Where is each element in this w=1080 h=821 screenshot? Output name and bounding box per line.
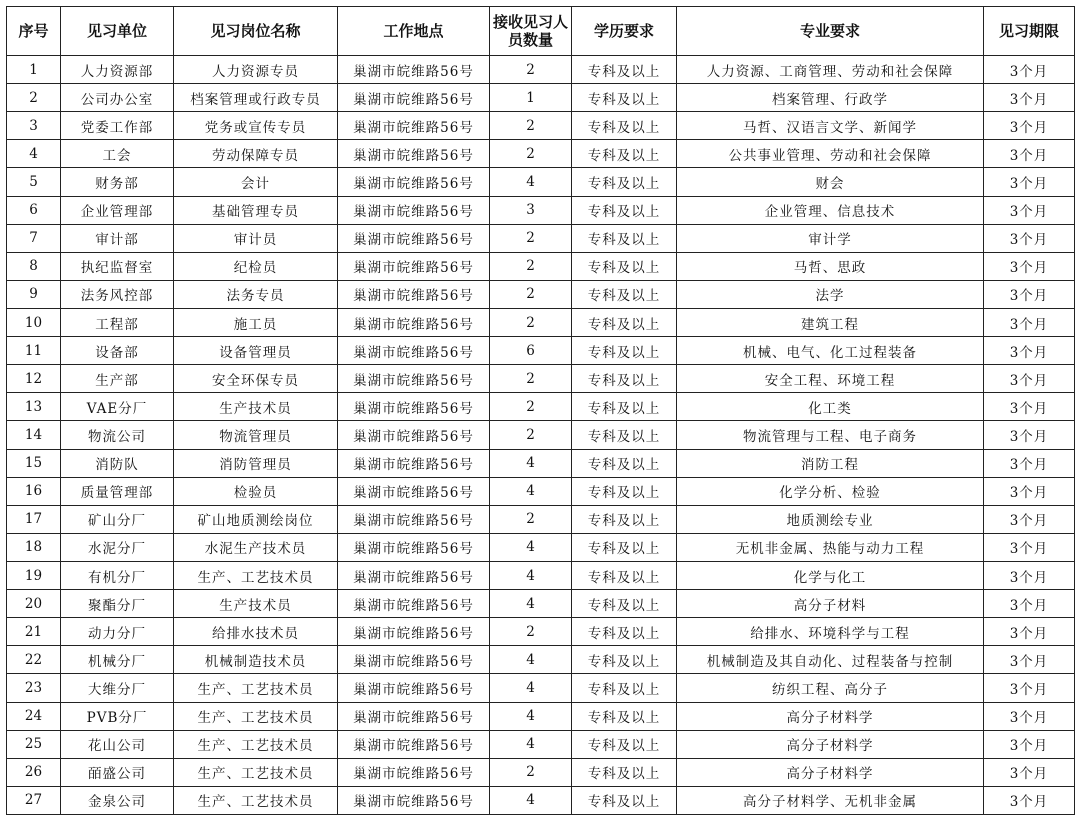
cell-major: 机械、电气、化工过程装备 <box>677 337 984 365</box>
cell-headcount: 2 <box>490 252 572 280</box>
cell-position: 党务或宣传专员 <box>174 112 338 140</box>
cell-headcount: 2 <box>490 758 572 786</box>
cell-duration: 3个月 <box>984 112 1075 140</box>
cell-position: 生产、工艺技术员 <box>174 758 338 786</box>
cell-major: 高分子材料学 <box>677 730 984 758</box>
cell-duration: 3个月 <box>984 590 1075 618</box>
cell-serial: 11 <box>7 337 61 365</box>
cell-unit: 矿山分厂 <box>61 505 174 533</box>
cell-location: 巢湖市皖维路56号 <box>338 56 490 84</box>
cell-location: 巢湖市皖维路56号 <box>338 365 490 393</box>
cell-location: 巢湖市皖维路56号 <box>338 533 490 561</box>
cell-position: 档案管理或行政专员 <box>174 84 338 112</box>
cell-major: 财会 <box>677 168 984 196</box>
cell-serial: 24 <box>7 702 61 730</box>
cell-major: 马哲、思政 <box>677 252 984 280</box>
cell-major: 法学 <box>677 280 984 308</box>
cell-duration: 3个月 <box>984 618 1075 646</box>
cell-education: 专科及以上 <box>572 140 677 168</box>
cell-major: 物流管理与工程、电子商务 <box>677 421 984 449</box>
cell-duration: 3个月 <box>984 505 1075 533</box>
table-row <box>7 618 1075 646</box>
cell-headcount: 4 <box>490 477 572 505</box>
cell-education: 专科及以上 <box>572 730 677 758</box>
header-duration: 见习期限 <box>984 7 1075 56</box>
cell-unit: 设备部 <box>61 337 174 365</box>
cell-major: 给排水、环境科学与工程 <box>677 618 984 646</box>
cell-serial: 15 <box>7 449 61 477</box>
cell-education: 专科及以上 <box>572 337 677 365</box>
cell-duration: 3个月 <box>984 224 1075 252</box>
cell-headcount: 2 <box>490 56 572 84</box>
cell-major: 无机非金属、热能与动力工程 <box>677 533 984 561</box>
table-row <box>7 84 1075 112</box>
cell-serial: 18 <box>7 533 61 561</box>
cell-position: 生产、工艺技术员 <box>174 730 338 758</box>
cell-position: 安全环保专员 <box>174 365 338 393</box>
cell-serial: 8 <box>7 252 61 280</box>
cell-education: 专科及以上 <box>572 477 677 505</box>
table-row <box>7 112 1075 140</box>
cell-serial: 21 <box>7 618 61 646</box>
table-row <box>7 561 1075 589</box>
table-row <box>7 365 1075 393</box>
cell-position: 人力资源专员 <box>174 56 338 84</box>
cell-education: 专科及以上 <box>572 702 677 730</box>
cell-position: 会计 <box>174 168 338 196</box>
header-row <box>7 7 1075 56</box>
table-row <box>7 252 1075 280</box>
cell-serial: 22 <box>7 646 61 674</box>
table-row <box>7 337 1075 365</box>
table-row <box>7 505 1075 533</box>
cell-unit: 审计部 <box>61 224 174 252</box>
cell-location: 巢湖市皖维路56号 <box>338 421 490 449</box>
cell-serial: 2 <box>7 84 61 112</box>
cell-serial: 14 <box>7 421 61 449</box>
cell-serial: 20 <box>7 590 61 618</box>
header-position: 见习岗位名称 <box>174 7 338 56</box>
cell-location: 巢湖市皖维路56号 <box>338 758 490 786</box>
cell-unit: 花山公司 <box>61 730 174 758</box>
header-unit: 见习单位 <box>61 7 174 56</box>
table-row <box>7 590 1075 618</box>
header-location: 工作地点 <box>338 7 490 56</box>
cell-education: 专科及以上 <box>572 786 677 814</box>
cell-headcount: 4 <box>490 646 572 674</box>
cell-education: 专科及以上 <box>572 112 677 140</box>
cell-major: 建筑工程 <box>677 308 984 336</box>
cell-duration: 3个月 <box>984 280 1075 308</box>
cell-duration: 3个月 <box>984 674 1075 702</box>
cell-education: 专科及以上 <box>572 224 677 252</box>
table-row <box>7 758 1075 786</box>
cell-location: 巢湖市皖维路56号 <box>338 674 490 702</box>
cell-unit: 聚酯分厂 <box>61 590 174 618</box>
cell-location: 巢湖市皖维路56号 <box>338 112 490 140</box>
cell-education: 专科及以上 <box>572 618 677 646</box>
cell-headcount: 4 <box>490 786 572 814</box>
cell-position: 基础管理专员 <box>174 196 338 224</box>
cell-unit: 党委工作部 <box>61 112 174 140</box>
cell-major: 机械制造及其自动化、过程装备与控制 <box>677 646 984 674</box>
cell-major: 纺织工程、高分子 <box>677 674 984 702</box>
table-row <box>7 477 1075 505</box>
cell-education: 专科及以上 <box>572 758 677 786</box>
cell-major: 高分子材料学 <box>677 702 984 730</box>
cell-location: 巢湖市皖维路56号 <box>338 252 490 280</box>
table-row <box>7 674 1075 702</box>
cell-education: 专科及以上 <box>572 308 677 336</box>
cell-position: 生产、工艺技术员 <box>174 561 338 589</box>
table-row <box>7 449 1075 477</box>
cell-major: 公共事业管理、劳动和社会保障 <box>677 140 984 168</box>
cell-position: 纪检员 <box>174 252 338 280</box>
cell-major: 化学分析、检验 <box>677 477 984 505</box>
cell-education: 专科及以上 <box>572 252 677 280</box>
cell-location: 巢湖市皖维路56号 <box>338 140 490 168</box>
cell-unit: 有机分厂 <box>61 561 174 589</box>
cell-education: 专科及以上 <box>572 393 677 421</box>
cell-duration: 3个月 <box>984 449 1075 477</box>
cell-education: 专科及以上 <box>572 84 677 112</box>
cell-unit: 水泥分厂 <box>61 533 174 561</box>
cell-headcount: 2 <box>490 308 572 336</box>
cell-unit: 机械分厂 <box>61 646 174 674</box>
cell-duration: 3个月 <box>984 308 1075 336</box>
cell-education: 专科及以上 <box>572 449 677 477</box>
cell-major: 消防工程 <box>677 449 984 477</box>
cell-headcount: 6 <box>490 337 572 365</box>
cell-headcount: 2 <box>490 112 572 140</box>
table-row <box>7 224 1075 252</box>
cell-serial: 3 <box>7 112 61 140</box>
table-body <box>7 56 1075 815</box>
cell-position: 设备管理员 <box>174 337 338 365</box>
cell-location: 巢湖市皖维路56号 <box>338 477 490 505</box>
table-row <box>7 702 1075 730</box>
cell-major: 高分子材料学、无机非金属 <box>677 786 984 814</box>
header-serial: 序号 <box>7 7 61 56</box>
table-row <box>7 393 1075 421</box>
cell-duration: 3个月 <box>984 365 1075 393</box>
cell-serial: 27 <box>7 786 61 814</box>
cell-major: 企业管理、信息技术 <box>677 196 984 224</box>
cell-headcount: 2 <box>490 140 572 168</box>
cell-headcount: 4 <box>490 702 572 730</box>
cell-unit: 动力分厂 <box>61 618 174 646</box>
cell-major: 高分子材料 <box>677 590 984 618</box>
cell-duration: 3个月 <box>984 56 1075 84</box>
cell-education: 专科及以上 <box>572 646 677 674</box>
cell-unit: 质量管理部 <box>61 477 174 505</box>
cell-duration: 3个月 <box>984 477 1075 505</box>
cell-serial: 19 <box>7 561 61 589</box>
cell-serial: 4 <box>7 140 61 168</box>
cell-position: 检验员 <box>174 477 338 505</box>
cell-major: 人力资源、工商管理、劳动和社会保障 <box>677 56 984 84</box>
cell-serial: 16 <box>7 477 61 505</box>
cell-education: 专科及以上 <box>572 674 677 702</box>
cell-major: 地质测绘专业 <box>677 505 984 533</box>
cell-headcount: 4 <box>490 449 572 477</box>
table-row <box>7 308 1075 336</box>
cell-position: 消防管理员 <box>174 449 338 477</box>
cell-education: 专科及以上 <box>572 56 677 84</box>
cell-location: 巢湖市皖维路56号 <box>338 646 490 674</box>
cell-unit: 物流公司 <box>61 421 174 449</box>
cell-serial: 12 <box>7 365 61 393</box>
cell-duration: 3个月 <box>984 337 1075 365</box>
cell-serial: 5 <box>7 168 61 196</box>
cell-position: 生产、工艺技术员 <box>174 786 338 814</box>
cell-location: 巢湖市皖维路56号 <box>338 337 490 365</box>
cell-headcount: 4 <box>490 730 572 758</box>
cell-unit: PVB分厂 <box>61 702 174 730</box>
cell-position: 水泥生产技术员 <box>174 533 338 561</box>
cell-headcount: 2 <box>490 393 572 421</box>
cell-location: 巢湖市皖维路56号 <box>338 393 490 421</box>
cell-headcount: 2 <box>490 618 572 646</box>
cell-education: 专科及以上 <box>572 561 677 589</box>
cell-education: 专科及以上 <box>572 280 677 308</box>
cell-serial: 17 <box>7 505 61 533</box>
cell-position: 审计员 <box>174 224 338 252</box>
cell-education: 专科及以上 <box>572 365 677 393</box>
cell-position: 物流管理员 <box>174 421 338 449</box>
table-row <box>7 56 1075 84</box>
cell-serial: 9 <box>7 280 61 308</box>
cell-location: 巢湖市皖维路56号 <box>338 308 490 336</box>
cell-education: 专科及以上 <box>572 590 677 618</box>
cell-duration: 3个月 <box>984 393 1075 421</box>
cell-location: 巢湖市皖维路56号 <box>338 84 490 112</box>
cell-duration: 3个月 <box>984 646 1075 674</box>
table-row <box>7 280 1075 308</box>
cell-serial: 23 <box>7 674 61 702</box>
cell-location: 巢湖市皖维路56号 <box>338 702 490 730</box>
cell-major: 档案管理、行政学 <box>677 84 984 112</box>
cell-duration: 3个月 <box>984 84 1075 112</box>
cell-duration: 3个月 <box>984 758 1075 786</box>
cell-duration: 3个月 <box>984 196 1075 224</box>
cell-serial: 7 <box>7 224 61 252</box>
header-education: 学历要求 <box>572 7 677 56</box>
cell-duration: 3个月 <box>984 730 1075 758</box>
header-headcount: 接收见习人员数量 <box>490 7 572 56</box>
cell-position: 机械制造技术员 <box>174 646 338 674</box>
cell-headcount: 2 <box>490 421 572 449</box>
cell-education: 专科及以上 <box>572 421 677 449</box>
cell-headcount: 2 <box>490 365 572 393</box>
table-row <box>7 786 1075 814</box>
cell-headcount: 4 <box>490 533 572 561</box>
cell-position: 生产技术员 <box>174 393 338 421</box>
cell-position: 生产技术员 <box>174 590 338 618</box>
cell-unit: 金泉公司 <box>61 786 174 814</box>
cell-headcount: 2 <box>490 280 572 308</box>
cell-position: 劳动保障专员 <box>174 140 338 168</box>
cell-duration: 3个月 <box>984 702 1075 730</box>
cell-education: 专科及以上 <box>572 196 677 224</box>
cell-unit: VAE分厂 <box>61 393 174 421</box>
cell-major: 化学与化工 <box>677 561 984 589</box>
internship-table <box>6 6 1075 815</box>
cell-position: 施工员 <box>174 308 338 336</box>
cell-major: 高分子材料学 <box>677 758 984 786</box>
cell-location: 巢湖市皖维路56号 <box>338 561 490 589</box>
table-row <box>7 196 1075 224</box>
cell-location: 巢湖市皖维路56号 <box>338 730 490 758</box>
cell-major: 审计学 <box>677 224 984 252</box>
cell-location: 巢湖市皖维路56号 <box>338 505 490 533</box>
header-major: 专业要求 <box>677 7 984 56</box>
cell-headcount: 2 <box>490 505 572 533</box>
cell-position: 给排水技术员 <box>174 618 338 646</box>
cell-headcount: 2 <box>490 224 572 252</box>
cell-major: 化工类 <box>677 393 984 421</box>
cell-unit: 消防队 <box>61 449 174 477</box>
cell-location: 巢湖市皖维路56号 <box>338 168 490 196</box>
cell-headcount: 4 <box>490 168 572 196</box>
cell-serial: 25 <box>7 730 61 758</box>
cell-serial: 6 <box>7 196 61 224</box>
cell-unit: 法务风控部 <box>61 280 174 308</box>
cell-unit: 财务部 <box>61 168 174 196</box>
cell-duration: 3个月 <box>984 561 1075 589</box>
cell-headcount: 4 <box>490 590 572 618</box>
cell-location: 巢湖市皖维路56号 <box>338 618 490 646</box>
cell-headcount: 4 <box>490 674 572 702</box>
cell-position: 法务专员 <box>174 280 338 308</box>
cell-unit: 执纪监督室 <box>61 252 174 280</box>
cell-location: 巢湖市皖维路56号 <box>338 449 490 477</box>
cell-duration: 3个月 <box>984 252 1075 280</box>
cell-serial: 26 <box>7 758 61 786</box>
cell-location: 巢湖市皖维路56号 <box>338 196 490 224</box>
table-row <box>7 730 1075 758</box>
cell-major: 马哲、汉语言文学、新闻学 <box>677 112 984 140</box>
cell-unit: 大维分厂 <box>61 674 174 702</box>
cell-duration: 3个月 <box>984 533 1075 561</box>
cell-duration: 3个月 <box>984 421 1075 449</box>
cell-location: 巢湖市皖维路56号 <box>338 280 490 308</box>
cell-unit: 工会 <box>61 140 174 168</box>
cell-location: 巢湖市皖维路56号 <box>338 224 490 252</box>
cell-unit: 人力资源部 <box>61 56 174 84</box>
cell-unit: 生产部 <box>61 365 174 393</box>
cell-major: 安全工程、环境工程 <box>677 365 984 393</box>
cell-duration: 3个月 <box>984 140 1075 168</box>
cell-headcount: 1 <box>490 84 572 112</box>
cell-position: 生产、工艺技术员 <box>174 702 338 730</box>
cell-headcount: 4 <box>490 561 572 589</box>
table-row <box>7 533 1075 561</box>
cell-location: 巢湖市皖维路56号 <box>338 786 490 814</box>
cell-unit: 公司办公室 <box>61 84 174 112</box>
cell-position: 矿山地质测绘岗位 <box>174 505 338 533</box>
cell-unit: 皕盛公司 <box>61 758 174 786</box>
cell-serial: 13 <box>7 393 61 421</box>
cell-education: 专科及以上 <box>572 505 677 533</box>
table-row <box>7 421 1075 449</box>
cell-duration: 3个月 <box>984 168 1075 196</box>
table-row <box>7 168 1075 196</box>
cell-duration: 3个月 <box>984 786 1075 814</box>
cell-position: 生产、工艺技术员 <box>174 674 338 702</box>
cell-unit: 企业管理部 <box>61 196 174 224</box>
table-row <box>7 140 1075 168</box>
table-row <box>7 646 1075 674</box>
cell-location: 巢湖市皖维路56号 <box>338 590 490 618</box>
cell-unit: 工程部 <box>61 308 174 336</box>
cell-education: 专科及以上 <box>572 533 677 561</box>
cell-serial: 10 <box>7 308 61 336</box>
cell-headcount: 3 <box>490 196 572 224</box>
cell-education: 专科及以上 <box>572 168 677 196</box>
cell-serial: 1 <box>7 56 61 84</box>
